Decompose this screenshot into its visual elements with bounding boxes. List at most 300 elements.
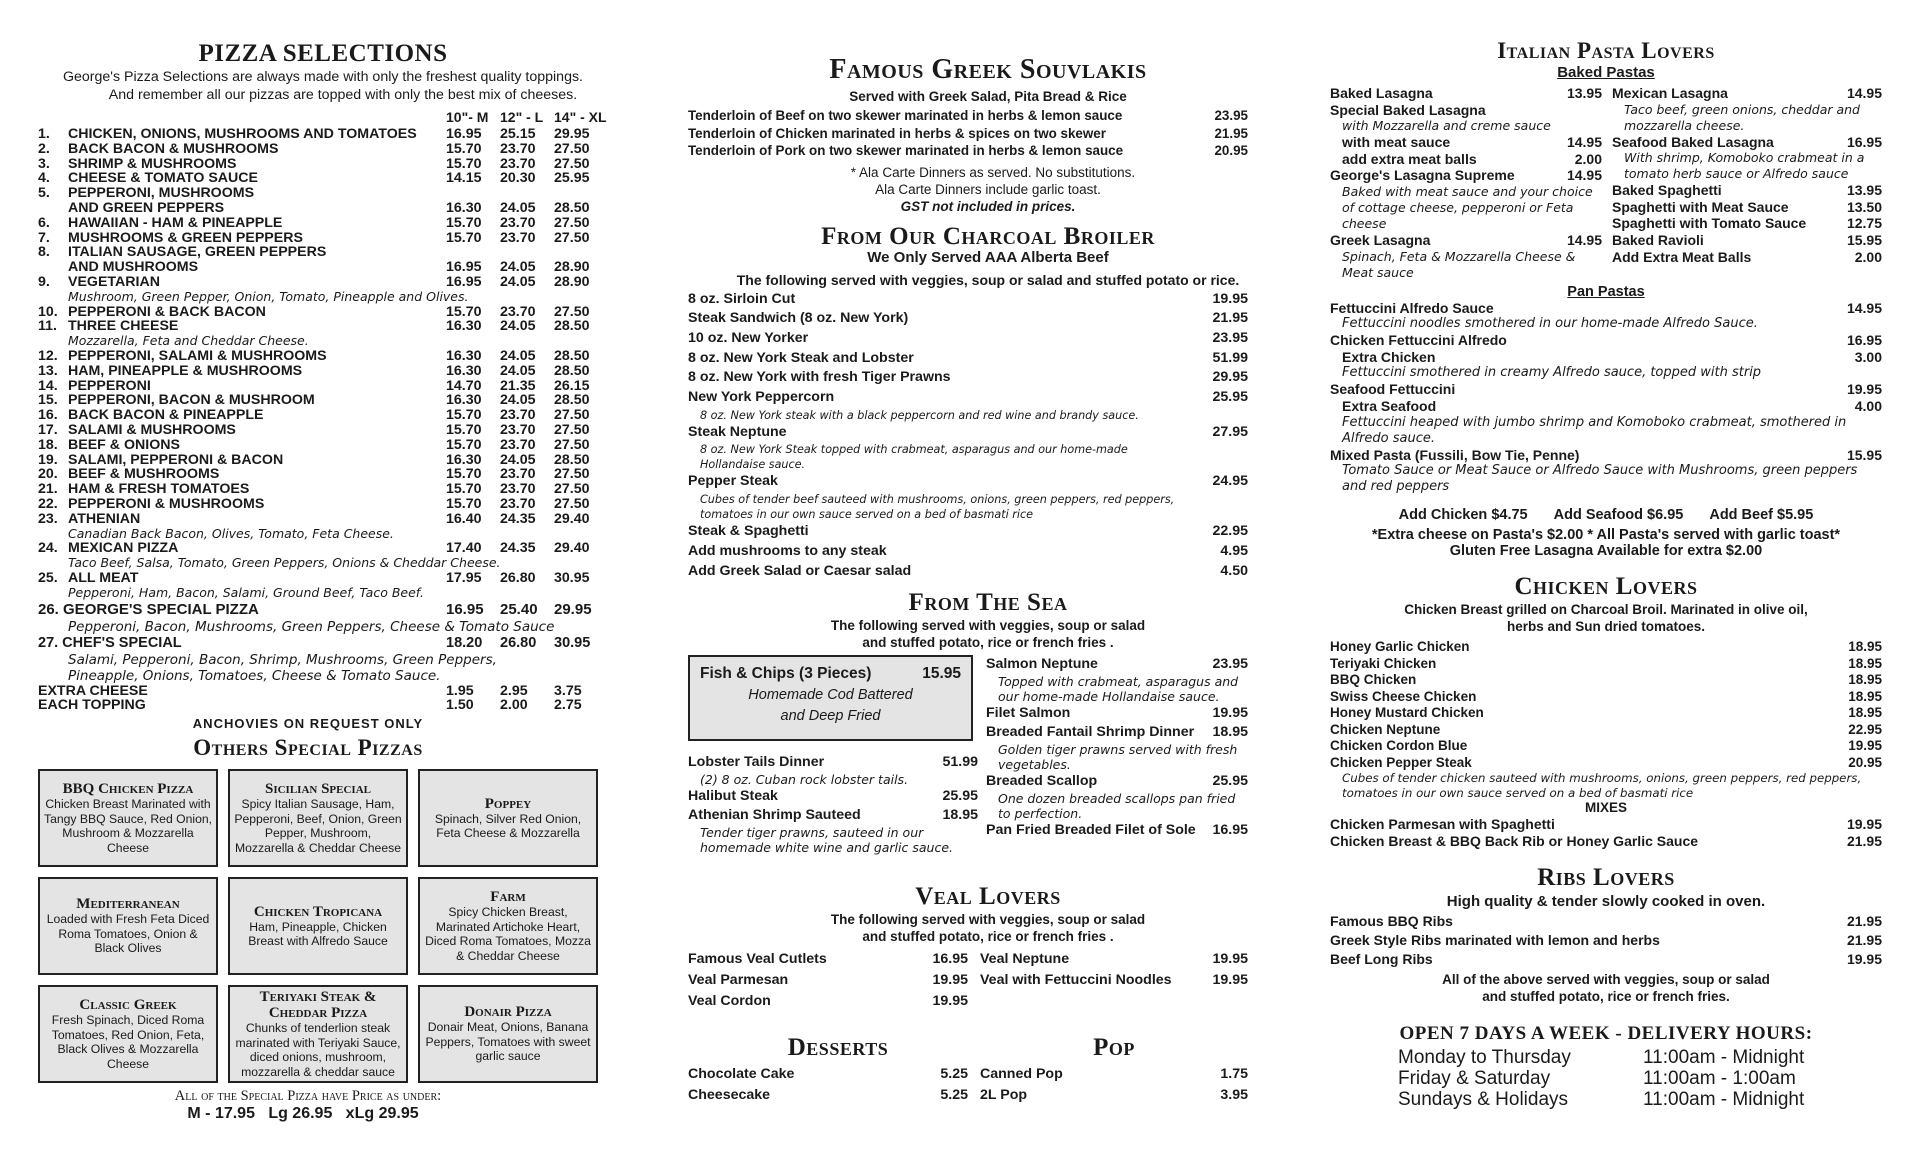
item-name: Chicken Breast & BBQ Back Rib or Honey Garlic Sauce: [1330, 833, 1699, 850]
item-name: Honey Garlic Chicken: [1330, 639, 1470, 655]
item-price: 16.95: [932, 951, 968, 968]
price-m: 15.70: [446, 481, 482, 498]
item-name: Tenderloin of Beef on two skewer marinated in herbs & lemon sauce: [688, 108, 1123, 123]
item-price: 4.00: [1854, 397, 1882, 414]
item-price: 21.95: [1846, 913, 1882, 930]
pizza-name: SHRIMP & MUSHROOMS: [68, 155, 237, 172]
price-m: 14.15: [446, 170, 482, 187]
menu-item: [688, 388, 1248, 408]
menu-item: [688, 107, 1248, 125]
pop-title: Pop: [1093, 1034, 1135, 1062]
special-pizza-box: [38, 769, 218, 867]
chicken-pepper-desc: Cubes of tender chicken sauteed with mushrooms, onions, green peppers, red peppers, tomatoes in our own sauce served on a bed of basmati rice: [1342, 771, 1862, 800]
item-name: Pan Fried Breaded Filet of Sole: [986, 822, 1196, 839]
price-m: 15.70: [446, 421, 482, 438]
item-price: 23.95: [1212, 656, 1248, 673]
item-price: 13.50: [1846, 198, 1882, 215]
pizza-desc: Mushroom, Green Pepper, Onion, Tomato, Pineapple and Olives.: [68, 288, 469, 304]
pizza-name: BEEF & MUSHROOMS: [68, 466, 220, 483]
special-pizza-desc: Chunks of tenderlion steak marinated with Teriyaki Sauce, diced onions, mushroom, mozzarella & cheddar sauce: [235, 1021, 401, 1079]
price-l: 24.05: [500, 451, 536, 468]
price-xl: 29.95: [554, 126, 590, 142]
special-pizzas-title: Others Special Pizzas: [193, 735, 423, 761]
pizza-number: 1.: [38, 126, 50, 142]
item-desc: Fettuccini heaped with jumbo shrimp and Komoboko crabmeat, smothered in Alfredo sauce.: [1342, 414, 1847, 446]
item-name: Steak Sandwich (8 oz. New York): [688, 310, 909, 327]
special-pizza-title: Sicilian Special: [264, 781, 371, 798]
item-desc: Baked with meat sauce and your choice of cottage cheese, pepperoni or Feta cheese: [1342, 183, 1593, 231]
chicken-intro-2: herbs and Sun dried tomatoes.: [1506, 619, 1706, 635]
menu-item: [1330, 167, 1602, 184]
price-xl: 28.50: [554, 347, 590, 364]
souvlaki-note-2: Ala Carte Dinners include garlic toast.: [875, 181, 1101, 197]
menu-item: [1330, 656, 1882, 673]
sea-title: From The Sea: [908, 589, 1068, 617]
price-xl: 30.95: [554, 634, 591, 651]
menu-item: [688, 787, 978, 806]
menu-item: [1330, 689, 1882, 706]
mixes-list: [1330, 816, 1882, 850]
right-column: [1330, 0, 1882, 1167]
item-name: Steak Neptune: [688, 423, 787, 440]
pizza-name: SALAMI, PEPPERONI & BACON: [68, 451, 284, 468]
pizza-row: [38, 142, 608, 157]
item-price: 51.99: [1212, 349, 1248, 366]
price-m: 15.70: [446, 407, 482, 424]
item-price: 16.95: [1212, 822, 1248, 839]
middle-column: [688, 0, 1248, 1167]
price-l: 24.35: [500, 540, 536, 557]
item-name: Chocolate Cake: [688, 1066, 795, 1083]
broiler-subtitle: We Only Served AAA Alberta Beef: [867, 248, 1109, 266]
menu-item: [688, 522, 1248, 542]
price-xl: 27.50: [554, 155, 590, 172]
item-price: 25.95: [1212, 773, 1248, 790]
sea-intro-2: and stuffed potato, rice or french fries .: [862, 635, 1114, 651]
hours-row: [1398, 1068, 1882, 1089]
price-m: 16.30: [446, 451, 482, 468]
pasta-note-2: Gluten Free Lasagna Available for extra $2.00: [1449, 543, 1763, 560]
price-xl: 27.50: [554, 466, 590, 483]
souvlaki-subtitle: Served with Greek Salad, Pita Bread & Rice: [849, 89, 1127, 104]
hours-days: Sundays & Holidays: [1398, 1089, 1569, 1111]
item-price: 20.95: [1214, 143, 1248, 158]
price-xl: 28.50: [554, 318, 590, 335]
pizza-number: 18.: [38, 436, 58, 453]
menu-item: [1330, 232, 1602, 249]
pizza-name: PEPPERONI, MUSHROOMS: [68, 185, 255, 202]
pizza-row: [38, 201, 608, 216]
item-price: 1.75: [1220, 1066, 1248, 1083]
price-l: 23.70: [500, 481, 536, 498]
pizza-number: 10.: [38, 303, 58, 320]
fish-and-chips-price: 15.95: [922, 665, 961, 683]
special-pizza-desc: Ham, Pineapple, Chicken Breast with Alfredo Sauce: [248, 919, 388, 949]
item-desc: One dozen breaded scallops pan fried to perfection.: [998, 791, 1236, 822]
item-name: Veal Cordon: [688, 993, 771, 1010]
item-price: 29.95: [1212, 369, 1248, 386]
fish-desc-1: Homemade Cod Battered: [748, 687, 913, 704]
item-desc: (2) 8 oz. Cuban rock lobster tails.: [700, 772, 909, 788]
menu-item: [1330, 151, 1602, 168]
item-desc: 8 oz. New York Steak topped with crabmeat, asparagus and our home-made Hollandaise sauce.: [700, 443, 1128, 472]
pasta-title: Italian Pasta Lovers: [1497, 38, 1715, 63]
pasta-note-1: *Extra cheese on Pasta's $2.00 * All Pasta's served with garlic toast*: [1371, 527, 1841, 544]
special-pizza-title: Classic Greek: [79, 997, 177, 1014]
sea-intro-1: The following served with veggies, soup or salad: [830, 618, 1146, 634]
item-price: 19.95: [1846, 951, 1882, 968]
item-price: 19.95: [1212, 951, 1248, 968]
hours-time: 11:00am - Midnight: [1643, 1047, 1805, 1069]
item-name: Add Extra Meat Balls: [1612, 248, 1752, 265]
menu-item: [980, 970, 1248, 991]
price-m: 15.70: [446, 140, 482, 157]
broiler-title: From Our Charcoal Broiler: [821, 222, 1155, 250]
item-price: 14.95: [1846, 299, 1882, 316]
item-price: 15.95: [1846, 231, 1882, 248]
george-special-desc: Pepperoni, Bacon, Mushrooms, Green Peppers, Cheese & Tomato Sauce: [68, 618, 555, 635]
price-l: 25.15: [500, 126, 536, 142]
pizza-row: [38, 127, 608, 142]
item-price: 18.95: [1848, 705, 1882, 721]
menu-item: [1612, 85, 1882, 102]
price-m: 16.40: [446, 510, 482, 527]
item-price: 19.95: [1848, 738, 1882, 754]
item-name: Beef Long Ribs: [1330, 951, 1433, 968]
menu-item: [1330, 134, 1602, 151]
hours-days: Monday to Thursday: [1398, 1047, 1571, 1069]
veal-title: Veal Lovers: [915, 883, 1061, 911]
menu-item: [1612, 182, 1882, 199]
item-name: Breaded Scallop: [986, 773, 1098, 790]
item-name: Spaghetti with Tomato Sauce: [1612, 215, 1807, 232]
item-price: 25.95: [1212, 389, 1248, 406]
desserts-title: Desserts: [787, 1034, 889, 1062]
pizza-number: 7.: [38, 229, 50, 246]
menu-item: [986, 821, 1248, 840]
pizza-list: [38, 127, 608, 601]
pizza-column: [38, 0, 608, 1167]
item-name: Chicken Fettuccini Alfredo: [1330, 332, 1507, 349]
sea-left-column: [688, 655, 978, 855]
price-m: 15.70: [446, 214, 482, 231]
item-price: 19.95: [932, 972, 968, 989]
special-pizza-title: Poppey: [484, 795, 532, 812]
hours-row: [1398, 1047, 1882, 1068]
pizza-name: HAWAIIAN - HAM & PINEAPPLE: [68, 214, 283, 231]
item-price: 12.75: [1846, 215, 1882, 232]
menu-item: [688, 1085, 968, 1106]
item-price: 21.95: [1214, 125, 1248, 141]
price-xl: 25.95: [554, 170, 590, 187]
special-pizza-box: [38, 985, 218, 1083]
price-m: 1.50: [446, 697, 474, 714]
item-name: Canned Pop: [980, 1066, 1063, 1083]
item-name: Chicken Cordon Blue: [1330, 738, 1468, 754]
pizza-row: [38, 245, 608, 260]
item-price: 18.95: [1848, 655, 1882, 671]
price-l: 23.70: [500, 229, 536, 246]
pizza-name: PEPPERONI, SALAMI & MUSHROOMS: [68, 347, 327, 364]
pizza-row: [38, 379, 608, 394]
price-m: 16.95: [446, 273, 482, 290]
pizza-name: VEGETARIAN: [68, 273, 160, 290]
veal-left-list: [688, 949, 968, 1012]
menu-item: [980, 1085, 1248, 1106]
price-l: 23.70: [500, 495, 536, 512]
pizza-row: [38, 157, 608, 172]
item-price: 2.00: [1854, 248, 1882, 265]
special-price-line: M - 17.95 Lg 26.95 xLg 29.95: [187, 1105, 419, 1123]
menu-item: [688, 970, 968, 991]
menu-item: [1330, 300, 1882, 317]
special-pizza-title: Farm: [490, 889, 526, 906]
menu-item: [986, 655, 1248, 674]
menu-item: [1330, 639, 1882, 656]
pizza-row: [38, 171, 608, 186]
menu-item: [688, 542, 1248, 562]
item-name: Baked Lasagna: [1330, 85, 1433, 101]
price-xl: 27.50: [554, 140, 590, 157]
pizza-row: [38, 319, 608, 334]
pizza-title: PIZZA SELECTIONS: [198, 40, 448, 67]
souvlaki-note-3: GST not included in prices.: [900, 198, 1076, 214]
baked-right-list: [1602, 85, 1882, 281]
item-name: Spaghetti with Meat Sauce: [1612, 198, 1789, 215]
price-m: 17.40: [446, 540, 482, 557]
item-price: 13.95: [1846, 182, 1882, 199]
item-price: 23.95: [1212, 329, 1248, 346]
special-pizza-title: BBQ Chicken Pizza: [62, 781, 194, 798]
pizza-name: MEXICAN PIZZA: [68, 540, 179, 557]
pizza-name: ITALIAN SAUSAGE, GREEN PEPPERS: [68, 244, 327, 261]
price-m: 16.30: [446, 362, 482, 379]
price-l: 23.70: [500, 466, 536, 483]
item-price: 18.95: [1212, 724, 1248, 741]
ribs-title: Ribs Lovers: [1537, 864, 1675, 892]
sea-right-list: [978, 655, 1248, 855]
menu-item: [1330, 738, 1882, 755]
price-xl: 26.15: [554, 377, 590, 394]
pizza-name: HAM & FRESH TOMATOES: [68, 481, 250, 498]
special-pizza-title: Teriyaki Steak & Cheddar Pizza: [259, 989, 377, 1022]
pizza-desc: Canadian Back Bacon, Olives, Tomato, Feta Cheese.: [68, 525, 394, 541]
special-pizza-title: Chicken Tropicana: [253, 903, 383, 920]
menu-item: [1330, 833, 1882, 850]
pizza-name: BEEF & ONIONS: [68, 436, 180, 453]
menu-item: [688, 562, 1248, 582]
price-xl: 28.90: [554, 273, 590, 290]
item-name: Baked Spaghetti: [1612, 182, 1722, 199]
pop-section: [968, 1034, 1248, 1106]
item-name: Extra Chicken: [1342, 348, 1436, 365]
broiler-list: [688, 290, 1248, 582]
veal-intro-1: The following served with veggies, soup or salad: [830, 912, 1146, 928]
hours-list: [1330, 1047, 1882, 1110]
price-xl: 27.50: [554, 407, 590, 424]
pizza-number: 4.: [38, 170, 50, 187]
pasta-addon: Add Beef $5.95: [1709, 507, 1814, 524]
price-xl: 27.50: [554, 214, 590, 231]
size-m: 10"- M: [446, 109, 489, 125]
extra-name: EACH TOPPING: [38, 697, 146, 714]
menu-item: [986, 772, 1248, 791]
hours-time: 11:00am - 1:00am: [1643, 1068, 1796, 1090]
menu-item: [688, 309, 1248, 329]
pizza-name: PEPPERONI: [68, 377, 151, 394]
item-desc: With shrimp, Komoboko crabmeat in a tomato herb sauce or Alfredo sauce: [1624, 150, 1865, 182]
item-name: Athenian Shrimp Sauteed: [688, 807, 861, 824]
pizza-name: BACK BACON & MUSHROOMS: [68, 140, 279, 157]
pizza-name: PEPPERONI & MUSHROOMS: [68, 495, 265, 512]
item-price: 14.95: [1566, 134, 1602, 151]
pizza-name: MUSHROOMS & GREEN PEPPERS: [68, 229, 303, 246]
price-l: 23.70: [500, 436, 536, 453]
price-xl: 27.50: [554, 229, 590, 246]
price-xl: 27.50: [554, 481, 590, 498]
item-name: Cheesecake: [688, 1087, 771, 1104]
pizza-name: ALL MEAT: [68, 569, 139, 586]
item-name: Add mushrooms to any steak: [688, 542, 887, 559]
veal-right-list: [968, 949, 1248, 1012]
pizza-intro-2: And remember all our pizzas are topped with only the best mix of cheeses.: [108, 87, 578, 103]
price-m: 17.95: [446, 569, 482, 586]
dessert-list: [688, 1064, 968, 1106]
item-desc: Cubes of tender beef sauteed with mushrooms, onions, green peppers, red peppers, tomatoes in our own sauce served on a bed of basmati rice: [700, 493, 1175, 522]
souvlaki-list: [688, 107, 1248, 160]
item-price: 20.95: [1848, 754, 1882, 770]
item-price: 16.95: [1846, 332, 1882, 349]
item-name: Pepper Steak: [688, 473, 778, 490]
fish-desc-2: and Deep Fried: [780, 708, 881, 725]
price-xl: 29.40: [554, 510, 590, 527]
item-name: Greek Lasagna: [1330, 231, 1431, 248]
menu-item: [688, 290, 1248, 310]
pizza-number: 12.: [38, 347, 58, 364]
price-l: 2.95: [500, 682, 528, 699]
item-price: 19.95: [1212, 972, 1248, 989]
item-price: 14.95: [1846, 85, 1882, 101]
item-price: 18.95: [942, 807, 978, 824]
pizza-number: 20.: [38, 466, 58, 483]
price-l: 23.70: [500, 155, 536, 172]
pizza-name: BACK BACON & PINEAPPLE: [68, 407, 264, 424]
item-desc: Tender tiger prawns, sauteed in our homemade white wine and garlic sauce.: [700, 825, 953, 856]
special-pizza-box: [418, 985, 598, 1083]
special-pizza-desc: Fresh Spinach, Diced Roma Tomatoes, Red Onion, Feta, Black Olives & Mozzarella Cheese: [51, 1013, 205, 1071]
pizza-number: 22.: [38, 495, 58, 512]
pizza-name: THREE CHEESE: [68, 318, 179, 335]
pizza-name: ATHENIAN: [68, 510, 141, 527]
item-price: 4.50: [1220, 562, 1248, 579]
baked-pastas-grid: [1330, 85, 1882, 281]
fish-and-chips-row: [700, 665, 961, 683]
item-price: 19.95: [1846, 381, 1882, 398]
pizza-number: 8.: [38, 244, 50, 261]
pizza-desc: Mozzarella, Feta and Cheddar Cheese.: [68, 333, 309, 349]
item-desc: Spinach, Feta & Mozzarella Cheese & Meat sauce: [1342, 248, 1576, 280]
item-name: Veal with Fettuccini Noodles: [980, 972, 1172, 989]
pizza-row: [38, 393, 608, 408]
pizza-number: 14.: [38, 377, 58, 394]
item-name: Extra Seafood: [1342, 397, 1437, 414]
price-m: 18.20: [446, 634, 483, 651]
menu-item: [1330, 349, 1882, 366]
pizza-row: [38, 408, 608, 423]
menu-item: [688, 329, 1248, 349]
menu-item: [1330, 755, 1882, 772]
george-special-name: 26. GEORGE'S SPECIAL PIZZA: [38, 600, 259, 618]
pizza-number: 2.: [38, 140, 50, 157]
menu-item: [1330, 85, 1602, 102]
price-xl: 28.50: [554, 362, 590, 379]
price-m: 15.70: [446, 436, 482, 453]
menu-item: [1612, 199, 1882, 216]
pizza-row: [38, 186, 608, 201]
price-xl: 27.50: [554, 436, 590, 453]
pizza-table: [38, 108, 608, 713]
pop-list: [980, 1064, 1248, 1106]
item-price: 5.25: [940, 1087, 968, 1104]
price-l: 24.35: [500, 510, 536, 527]
item-price: 21.95: [1846, 833, 1882, 850]
pizza-number: 6.: [38, 214, 50, 231]
item-price: 23.95: [1214, 108, 1248, 123]
size-xl: 14" - XL: [554, 109, 607, 125]
menu-item: [1612, 249, 1882, 266]
item-name: Tenderloin of Chicken marinated in herbs & spices on two skewer: [688, 125, 1106, 141]
menu-item: [986, 704, 1248, 723]
souvlaki-note-1: * Ala Carte Dinners as served. No substitutions.: [850, 164, 1136, 180]
item-name: Chicken Neptune: [1330, 721, 1441, 737]
item-price: 27.95: [1212, 423, 1248, 440]
item-name: Mixed Pasta (Fussili, Bow Tie, Penne): [1330, 446, 1580, 463]
item-desc: Tomato Sauce or Meat Sauce or Alfredo Sauce with Mushrooms, green peppers and red peppers: [1342, 463, 1858, 495]
special-pizza-desc: Spicy Italian Sausage, Ham, Pepperoni, Beef, Onion, Green Pepper, Mushroom, Mozzarella & Cheddar Cheese: [234, 797, 402, 855]
special-pizza-box: [38, 877, 218, 975]
item-name: Chicken Pepper Steak: [1330, 754, 1472, 770]
desserts-pop-grid: [688, 1034, 1248, 1106]
item-name: BBQ Chicken: [1330, 672, 1417, 688]
price-m: 15.70: [446, 466, 482, 483]
pizza-number: 9.: [38, 273, 50, 290]
menu-item: [1330, 447, 1882, 464]
special-pizza-box: [228, 769, 408, 867]
item-name: Halibut Steak: [688, 788, 778, 805]
pizza-row: [38, 438, 608, 453]
item-name: New York Peppercorn: [688, 389, 835, 406]
menu-item: [980, 1064, 1248, 1085]
item-price: 16.95: [1846, 133, 1882, 150]
price-l: 24.05: [500, 362, 536, 379]
price-m: 16.30: [446, 318, 482, 335]
george-special-row: [38, 601, 608, 619]
pizza-row: [38, 275, 608, 290]
pizza-number: 13.: [38, 362, 58, 379]
item-name: 2L Pop: [980, 1087, 1028, 1104]
item-price: 14.95: [1566, 167, 1602, 184]
price-l: 21.35: [500, 377, 536, 394]
hours-section: [1330, 1023, 1882, 1110]
pizza-row: [38, 512, 608, 527]
desserts-section: [688, 1034, 968, 1106]
special-pizza-title: Mediterranean: [76, 896, 180, 913]
extra-row: [38, 698, 608, 713]
menu-item: [986, 723, 1248, 742]
menu-item: [688, 991, 968, 1012]
price-l: 24.05: [500, 318, 536, 335]
item-price: 18.95: [1848, 688, 1882, 704]
